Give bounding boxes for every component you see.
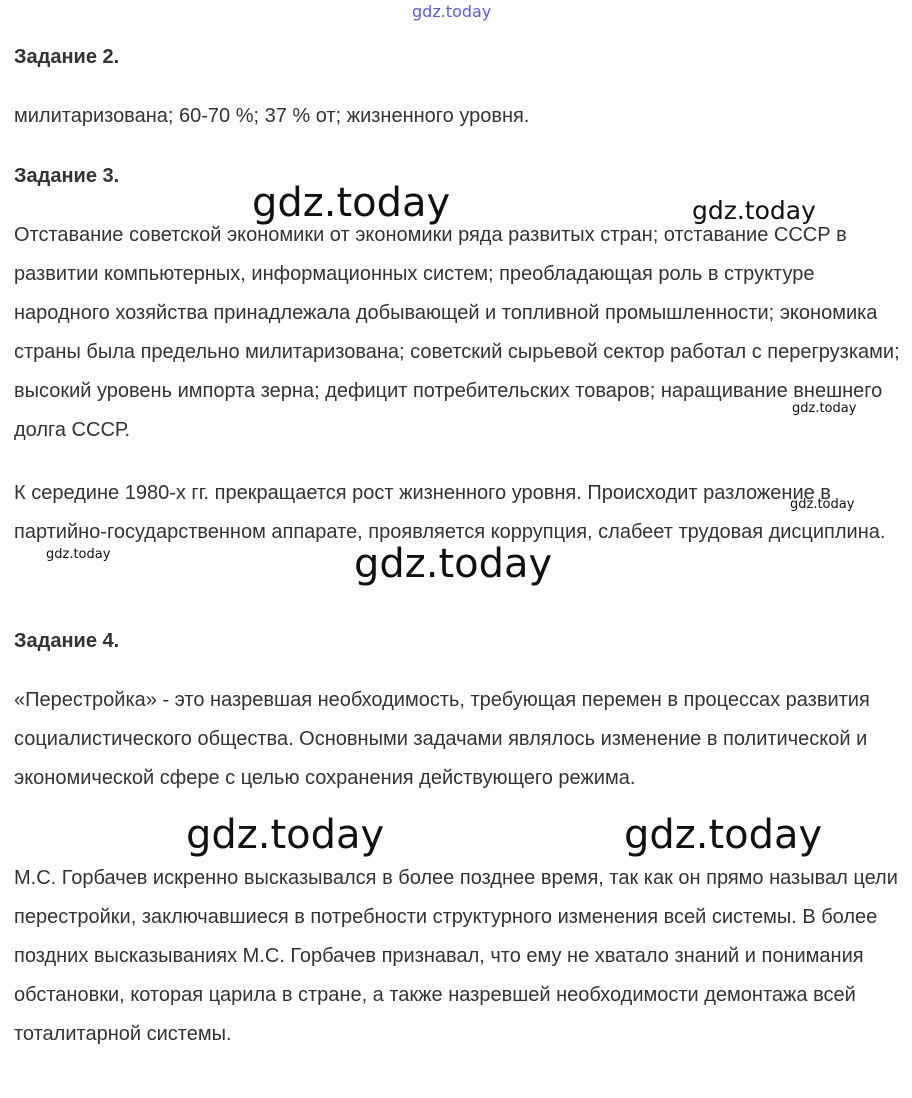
task-2-answer: милитаризована; 60-70 %; 37 % от; жизненного уровня. — [14, 105, 530, 127]
watermark-6: gdz.today — [354, 541, 553, 587]
task-4-paragraph-1: «Перестройка» - это назревшая необходимость, требующая перемен в процессах развития социалистического общества. Основными задачами являлось изменение в политической и экономической сфере с целью сохранения действующего режима. — [14, 689, 870, 789]
task-3-paragraph-1: Отставание советской экономики от экономики ряда развитых стран; отставание СССР в развитии компьютерных, информационных систем; преобладающая роль в структуре народного хозяйства принадлежала добывающей и топливной промышленности; экономика страны была предельно милитаризована; советский сырьевой сектор работал с перегрузками; высокий уровень импорта зерна; дефицит потребительских товаров; наращивание внешнего долга СССР. — [14, 224, 900, 441]
watermark-top: gdz.today — [412, 2, 492, 21]
watermark-3: gdz.today — [792, 401, 857, 416]
watermark-7: gdz.today — [186, 812, 385, 858]
task-2-heading: Задание 2. — [14, 46, 120, 68]
task-3-heading: Задание 3. — [14, 165, 120, 187]
task-4-paragraph-2: М.С. Горбачев искренно высказывался в более позднее время, так как он прямо называл цели перестройки, заключавшиеся в потребности структурного изменения всей системы. В более поздних высказываниях М.С. Горбачев признавал, что ему не хватало знаний и понимания обстановки, которая царила в стране, а также назревшей необходимости демонтажа всей тоталитарной системы. — [14, 867, 898, 1045]
watermark-2: gdz.today — [692, 196, 816, 225]
watermark-5: gdz.today — [46, 547, 111, 562]
watermark-1: gdz.today — [252, 180, 451, 226]
watermark-8: gdz.today — [624, 812, 823, 858]
task-3-paragraph-2: К середине 1980-х гг. прекращается рост жизненного уровня. Происходит разложение в партийно-государственном аппарате, проявляется коррупция, слабеет трудовая дисциплина. — [14, 482, 886, 543]
watermark-4: gdz.today — [790, 497, 855, 512]
task-4-heading: Задание 4. — [14, 630, 120, 652]
